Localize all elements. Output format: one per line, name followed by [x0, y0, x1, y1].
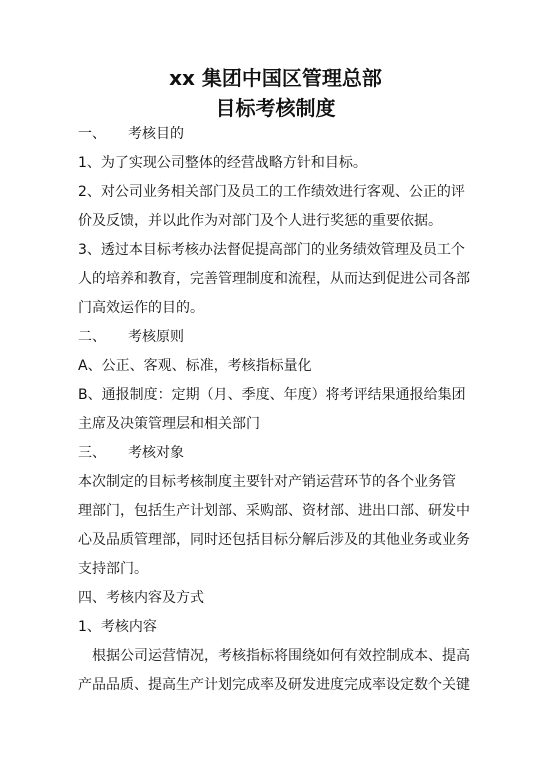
body-line: 人的培养和教育，完善管理制度和流程，从而达到促进公司各部 — [78, 271, 470, 287]
body-line: 价及反馈，并以此作为对部门及个人进行奖惩的重要依据。 — [78, 213, 442, 229]
body-line: 本次制定的目标考核制度主要针对产销运营环节的各个业务管 — [78, 474, 456, 490]
document-title-line2: 目标考核制度 — [215, 96, 336, 120]
body-line: 支持部门。 — [78, 561, 148, 577]
section-number: 二、 — [78, 329, 106, 345]
section-heading-1 — [78, 124, 184, 144]
body-line: 1、为了实现公司整体的经营战略方针和目标。 — [78, 155, 367, 171]
body-line-indented: 根据公司运营情况，考核指标将围绕如何有效控制成本、提高 — [92, 648, 470, 664]
document-title-line1: xx 集团中国区管理总部 — [169, 66, 382, 90]
body-line: 门高效运作的目的。 — [78, 300, 204, 316]
body-line: B、通报制度：定期（月、季度、年度）将考评结果通报给集团 — [78, 387, 466, 403]
section-heading-2 — [78, 327, 184, 347]
body-line: A、公正、客观、标准，考核指标量化 — [78, 358, 312, 374]
section-heading-text: 考核对象 — [128, 445, 184, 461]
subsection-heading: 1、考核内容 — [78, 619, 157, 635]
section-heading-text: 考核原则 — [128, 329, 184, 345]
body-line: 3、透过本目标考核办法督促提高部门的业务绩效管理及员工个 — [78, 242, 465, 258]
section-heading-3 — [78, 443, 184, 463]
body-line: 2、对公司业务相关部门及员工的工作绩效进行客观、公正的评 — [78, 184, 465, 200]
section-heading-text: 考核目的 — [128, 126, 184, 142]
body-line: 主席及决策管理层和相关部门 — [78, 416, 260, 432]
section-number: 一、 — [78, 126, 106, 142]
section-heading-4: 四、考核内容及方式 — [78, 590, 204, 606]
section-number: 三、 — [78, 445, 106, 461]
body-line: 产品品质、提高生产计划完成率及研发进度完成率设定数个关键 — [78, 677, 470, 693]
body-line: 心及品质管理部，同时还包括目标分解后涉及的其他业务或业务 — [78, 532, 470, 548]
body-line: 理部门，包括生产计划部、采购部、资材部、进出口部、研发中 — [78, 503, 470, 519]
